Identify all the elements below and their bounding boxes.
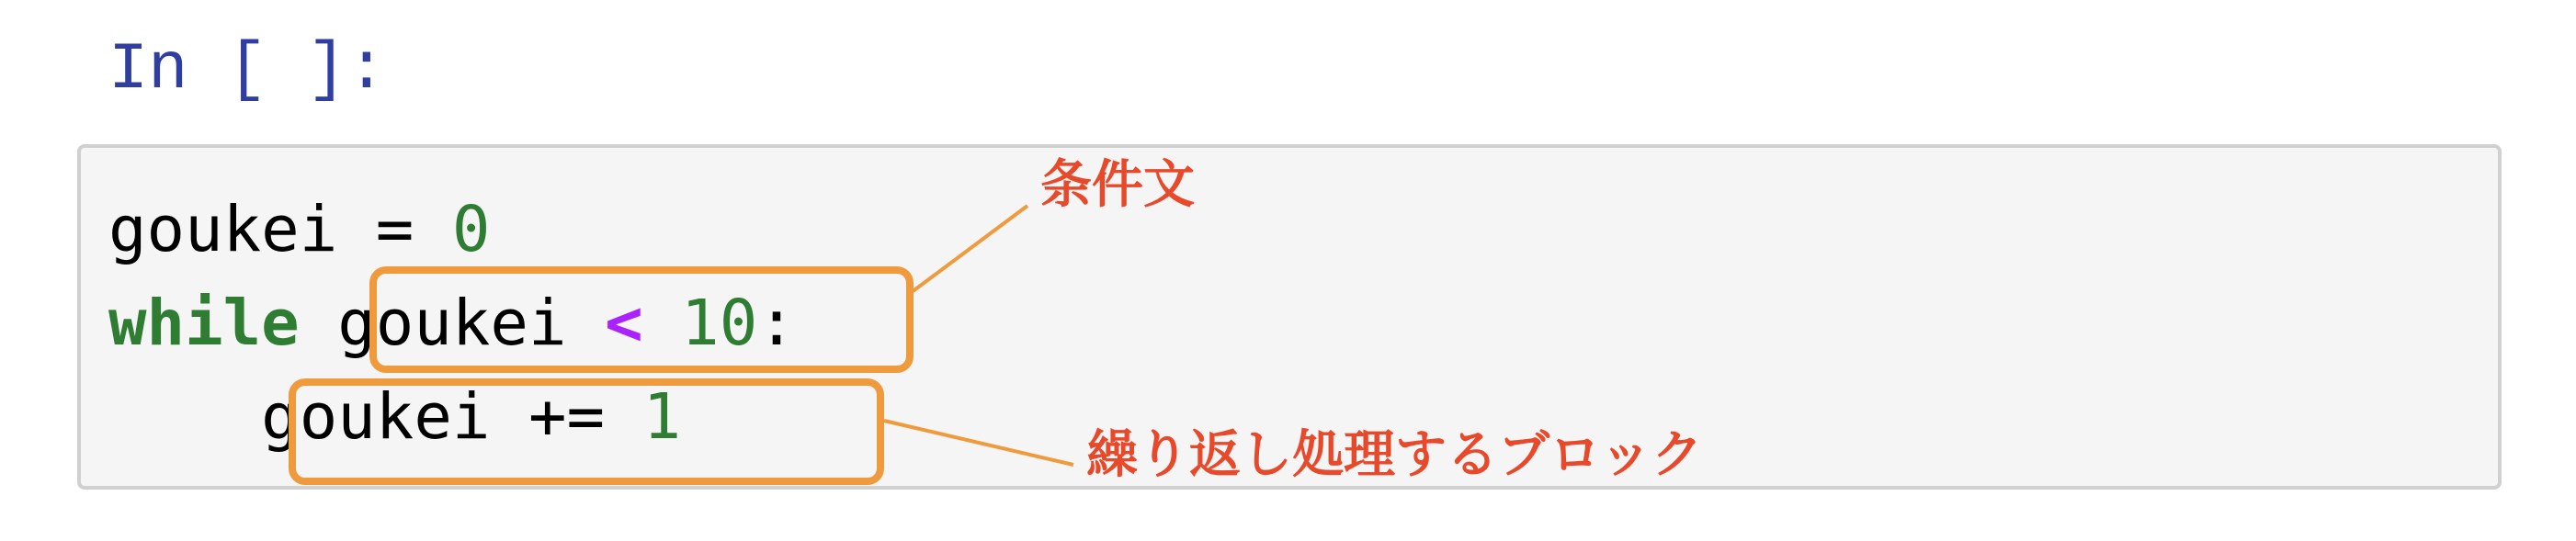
- indent: [108, 380, 261, 454]
- number-literal: 1: [642, 380, 682, 454]
- number-literal: 0: [451, 193, 491, 266]
- assign-operator: =: [337, 193, 452, 266]
- less-than-operator: <: [605, 287, 643, 360]
- variable-goukei: goukei: [337, 287, 567, 360]
- number-literal: 10: [681, 287, 758, 360]
- code-line-1: [108, 184, 490, 276]
- cell-input-prompt: In [ ]:: [108, 32, 387, 107]
- variable-goukei: goukei: [261, 380, 491, 454]
- condition-highlight-box: [369, 266, 914, 373]
- condition-annotation-label: 条件文: [1040, 155, 1195, 215]
- while-keyword: while: [108, 287, 300, 360]
- variable-goukei: goukei: [108, 193, 338, 266]
- loop-block-highlight-box: [289, 378, 884, 485]
- add-assign-operator: +=: [490, 380, 643, 454]
- loop-block-annotation-label: 繰り返し処理するブロック: [1086, 425, 1703, 485]
- colon: :: [757, 287, 796, 360]
